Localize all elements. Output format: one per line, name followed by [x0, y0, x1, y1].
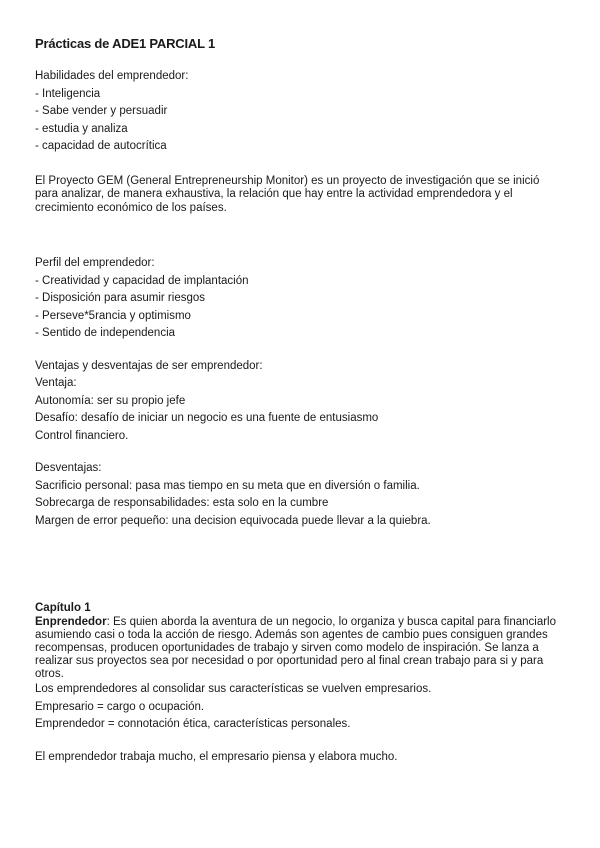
ventajas-subheading: Ventaja:	[35, 377, 77, 389]
perfil-item: - Disposición para asumir riesgos	[35, 292, 206, 304]
capitulo-closing: El emprendedor trabaja mucho, el empresario piensa y elabora mucho.	[35, 750, 398, 763]
habilidades-heading: Habilidades del emprendedor:	[35, 70, 189, 82]
document-title: Prácticas de ADE1 PARCIAL 1	[35, 36, 216, 51]
capitulo-line: Empresario = cargo o ocupación.	[35, 700, 205, 713]
capitulo-line: Los emprendedores al consolidar sus características se vuelven empresarios.	[35, 683, 432, 695]
habilidades-item: - estudia y analiza	[35, 122, 128, 135]
capitulo-line: Emprendedor = connotación ética, características personales.	[35, 718, 351, 730]
habilidades-item: - Inteligencia	[35, 87, 101, 100]
ventajas-item: Desafío: desafío de iniciar un negocio es una fuente de entusiasmo	[35, 412, 379, 424]
capitulo-section	[35, 600, 565, 766]
ventajas-heading: Ventajas y desventajas de ser emprendedor:	[35, 359, 263, 372]
habilidades-item: - Sabe vender y persuadir	[35, 105, 168, 117]
gem-paragraph: El Proyecto GEM (General Entrepreneurship Monitor) es un proyecto de investigación que se inició para analizar, de manera exhaustiva, la relación que hay entre la actividad emprendedora y el crecimiento económico de los países.	[35, 174, 540, 214]
desventajas-section	[35, 460, 565, 530]
document-page	[35, 36, 565, 766]
perfil-section	[35, 255, 565, 343]
perfil-item: - Perseve*5rancia y optimismo	[35, 309, 191, 322]
chapter-heading: Capítulo 1	[35, 602, 91, 614]
perfil-heading: Perfil del emprendedor:	[35, 257, 155, 269]
enprendedor-definition	[35, 616, 565, 681]
perfil-item: - Creatividad y capacidad de implantación	[35, 274, 249, 287]
perfil-item: - Sentido de independencia	[35, 327, 176, 339]
habilidades-item: - capacidad de autocrítica	[35, 140, 167, 152]
enprendedor-definition-text: : Es quien aborda la aventura de un negocio, lo organiza y busca capital para financiarlo asumiendo casi o toda la acción de riesgo. Además son agentes de cambio pues consiguen grandes recompensas, producen oportunidades de trabajo y sirven como modelo de inspiración. Se lanza a realizar sus proyectos sea por necesidad o por oportunidad pero al final crean trabajo para si y para otros.	[35, 616, 556, 680]
desventajas-item: Sacrificio personal: pasa mas tiempo en su meta que en diversión o familia.	[35, 479, 420, 492]
desventajas-item: Sobrecarga de responsabilidades: esta solo en la cumbre	[35, 497, 329, 509]
ventajas-item: Control financiero.	[35, 429, 129, 442]
ventajas-section	[35, 358, 565, 446]
enprendedor-term: Enprendedor	[35, 616, 107, 628]
desventajas-item: Margen de error pequeño: una decision equivocada puede llevar a la quiebra.	[35, 514, 431, 527]
habilidades-section	[35, 68, 565, 156]
desventajas-heading: Desventajas:	[35, 462, 102, 474]
ventajas-item: Autonomía: ser su propio jefe	[35, 394, 186, 407]
